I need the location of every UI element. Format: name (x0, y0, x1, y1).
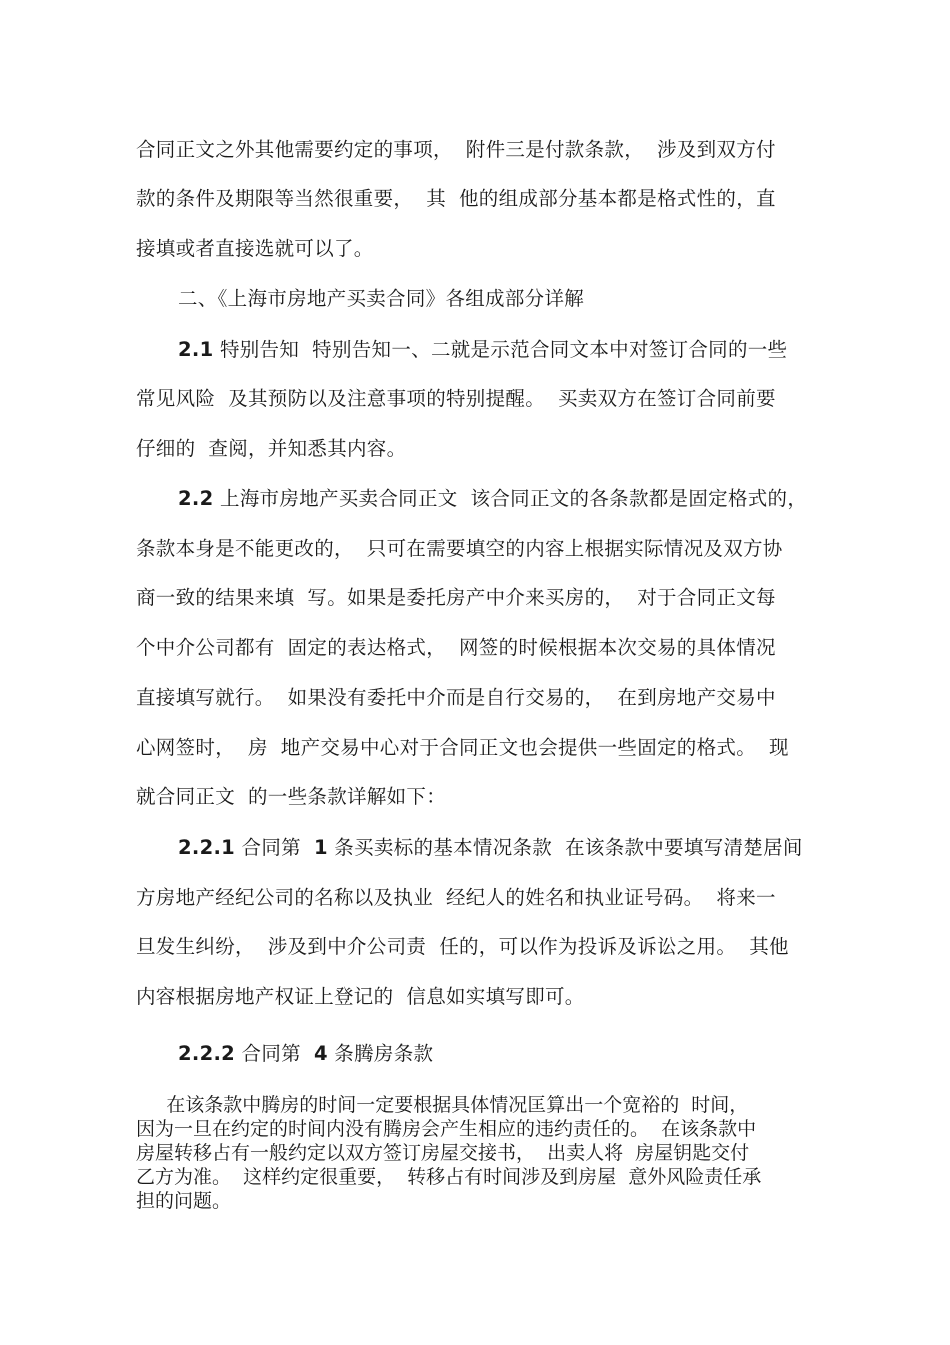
text-line: 款的条件及期限等当然很重要， 其 他的组成部分基本都是格式性的，直 (136, 187, 776, 210)
text-line: 担的问题。 (136, 1190, 232, 1212)
text-segment: 特别告知 特别告知一、二就是示范合同文本中对签订合同的一些 (213, 338, 788, 361)
clause-number: 1 (313, 836, 328, 859)
text-line: 乙方为准。 这样约定很重要， 转移占有时间涉及到房屋 意外风险责任承 (136, 1166, 762, 1188)
text-line: 因为一旦在约定的时间内没有腾房会产生相应的违约责任的。 在该条款中 (136, 1118, 757, 1140)
text-line: 仔细的 查阅，并知悉其内容。 (136, 437, 407, 460)
text-line: 接填或者直接选就可以了。 (136, 237, 374, 260)
section-2-2-2-heading (178, 1040, 433, 1068)
text-line: 合同正文之外其他需要约定的事项， 附件三是付款条款， 涉及到双方付 (136, 138, 776, 161)
section-2-2-1-first-line (178, 834, 803, 862)
text-segment: 条腾房条款 (327, 1042, 434, 1065)
text-line: 方房地产经纪公司的名称以及执业 经纪人的姓名和执业证号码。 将来一 (136, 886, 776, 909)
text-segment: 合同第 (235, 836, 314, 859)
text-line: 商一致的结果来填 写。如果是委托房产中介来买房的， 对于合同正文每 (136, 586, 776, 609)
text-line: 常见风险 及其预防以及注意事项的特别提醒。 买卖双方在签订合同前要 (136, 387, 776, 410)
text-line: 在该条款中腾房的时间一定要根据具体情况匡算出一个宽裕的 时间， (136, 1094, 749, 1116)
section-number: 2.1 (178, 338, 214, 361)
text-segment: 条买卖标的基本情况条款 在该条款中要填写清楚居间 (327, 836, 803, 859)
section-number: 2.2.2 (178, 1042, 236, 1065)
text-line: 房屋转移占有一般约定以双方签订房屋交接书， 出卖人将 房屋钥匙交付 (136, 1142, 750, 1164)
section-2-1-first-line (178, 336, 787, 364)
text-segment: 上海市房地产买卖合同正文 该合同正文的各条款都是固定格式的， (213, 487, 808, 510)
text-line: 直接填写就行。 如果没有委托中介而是自行交易的， 在到房地产交易中 (136, 686, 776, 709)
text-line: 内容根据房地产权证上登记的 信息如实填写即可。 (136, 985, 585, 1008)
text-line: 旦发生纠纷， 涉及到中介公司责 任的，可以作为投诉及诉讼之用。 其他 (136, 935, 789, 958)
text-line: 条款本身是不能更改的， 只可在需要填空的内容上根据实际情况及双方协 (136, 537, 783, 560)
section-heading: 二、《上海市房地产买卖合同》各组成部分详解 (178, 287, 585, 310)
section-number: 2.2.1 (178, 836, 236, 859)
text-line: 心网签时， 房 地产交易中心对于合同正文也会提供一些固定的格式。 现 (136, 736, 789, 759)
text-line: 就合同正文 的一些条款详解如下： (136, 785, 446, 808)
clause-number: 4 (313, 1042, 328, 1065)
text-segment: 合同第 (235, 1042, 314, 1065)
section-2-2-first-line (178, 485, 807, 513)
text-line: 个中介公司都有 固定的表达格式， 网签的时候根据本次交易的具体情况 (136, 636, 776, 659)
section-number: 2.2 (178, 487, 214, 510)
